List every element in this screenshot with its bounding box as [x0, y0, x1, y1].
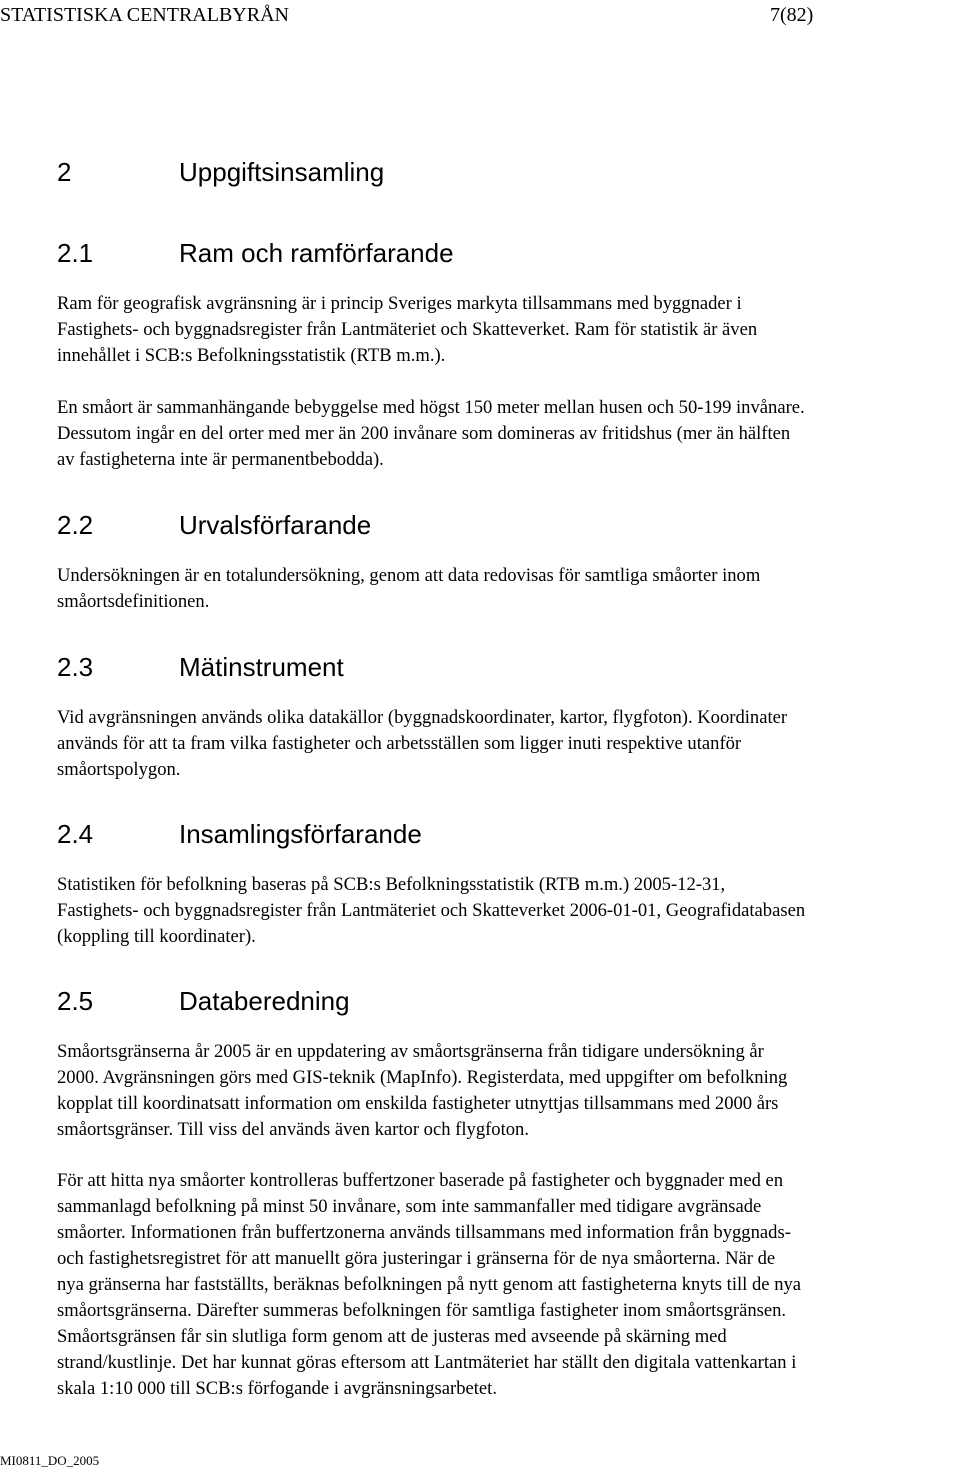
text-line: Ram för geografisk avgränsning är i princip Sveriges markyta tillsammans med byggnader i: [57, 293, 742, 314]
text-line: och fastighetsregistret för att manuellt göra justeringar i gränserna för de nya småorterna. När de: [57, 1248, 776, 1269]
footer-document-code: MI0811_DO_2005: [0, 1453, 100, 1468]
section-number: 2.5: [57, 986, 94, 1016]
section-heading-2-1: [57, 238, 454, 269]
text-line: 2000. Avgränsningen görs med GIS-teknik (MapInfo). Registerdata, med uppgifter om befolkning: [57, 1067, 788, 1088]
section-title: Insamlingsförfarande: [179, 819, 422, 849]
text-line: Dessutom ingår en del orter med mer än 200 invånare som domineras av fritidshus (mer än hälften: [57, 423, 791, 444]
text-line: Undersökningen är en totalundersökning, genom att data redovisas för samtliga småorter inom: [57, 565, 761, 586]
text-line: En småort är sammanhängande bebyggelse med högst 150 meter mellan husen och 50-199 invånare.: [57, 397, 805, 418]
section-2-4-paragraph-1: [57, 872, 960, 950]
text-line: av fastigheterna inte är permanentbebodda).: [57, 449, 384, 470]
section-title: Ram och ramförfarande: [179, 238, 454, 268]
section-title: Urvalsförfarande: [179, 510, 372, 540]
text-line: Fastighets- och byggnadsregister från Lantmäteriet och Skatteverket. Ram för statistik är även: [57, 319, 758, 340]
text-line: Fastighets- och byggnadsregister från Lantmäteriet och Skatteverket 2006-01-01, Geografidatabasen: [57, 900, 806, 921]
text-line: Småortsgränserna år 2005 är en uppdatering av småortsgränserna från tidigare undersökning år: [57, 1041, 764, 1062]
text-line: innehållet i SCB:s Befolkningsstatistik (RTB m.m.).: [57, 345, 446, 366]
text-line: strand/kustlinje. Det har kunnat göras eftersom att Lantmäteriet har ställt den digitala vattenkartan i: [57, 1352, 797, 1373]
text-line: Småortsgränsen får sin slutliga form genom att de justeras med avseende på skärning med: [57, 1326, 727, 1347]
section-number: 2.3: [57, 652, 94, 682]
section-heading-2-5: [57, 986, 350, 1017]
section-number: 2.2: [57, 510, 94, 540]
chapter-heading: [57, 157, 384, 188]
section-heading-2-4: [57, 819, 422, 850]
section-number: 2.1: [57, 238, 94, 268]
text-line: småortsdefinitionen.: [57, 591, 210, 612]
text-line: småortspolygon.: [57, 759, 181, 780]
text-line: nya gränserna har fastställts, beräknas befolkningen på nytt genom att fastigheterna knyts till de nya: [57, 1274, 802, 1295]
section-number: 2.4: [57, 819, 94, 849]
text-line: (koppling till koordinater).: [57, 926, 256, 947]
header-page-number: 7(82): [770, 4, 814, 26]
text-line: För att hitta nya småorter kontrolleras buffertzoner baserade på fastigheter och byggnader med en: [57, 1170, 784, 1191]
chapter-number: 2: [57, 157, 72, 187]
text-line: Statistiken för befolkning baseras på SCB:s Befolkningsstatistik (RTB m.m.) 2005-12-31,: [57, 874, 726, 895]
section-heading-2-2: [57, 510, 371, 541]
section-title: Mätinstrument: [179, 652, 344, 682]
section-2-5-paragraph-2: [57, 1168, 960, 1402]
text-line: skala 1:10 000 till SCB:s förfogande i avgränsningsarbetet.: [57, 1378, 497, 1399]
header-organization: STATISTISKA CENTRALBYRÅN: [0, 4, 289, 26]
section-2-1-paragraph-2: [57, 395, 960, 473]
section-2-1-paragraph-1: [57, 291, 960, 369]
text-line: småorter. Informationen från buffertzonerna används tillsammans med information från byggnads-: [57, 1222, 791, 1243]
text-line: småortsgränser. Till viss del används även kartor och flygfoton.: [57, 1119, 530, 1140]
text-line: Vid avgränsningen används olika datakällor (byggnadskoordinater, kartor, flygfoton). Koordinater: [57, 707, 788, 728]
text-line: småortsgränserna. Därefter summeras befolkningen för samtliga fastigheter inom småortsgränsen.: [57, 1300, 787, 1321]
section-2-5-paragraph-1: [57, 1039, 960, 1143]
text-line: sammanlagd befolkning på minst 50 invånare, som inte sammanfaller med tidigare avgränsade: [57, 1196, 762, 1217]
section-2-3-paragraph-1: [57, 705, 960, 783]
chapter-title: Uppgiftsinsamling: [179, 157, 385, 187]
section-heading-2-3: [57, 652, 344, 683]
section-2-2-paragraph-1: [57, 563, 960, 615]
text-line: kopplat till koordinatsatt information om enskilda fastigheter utnyttjas tillsammans med 2000 års: [57, 1093, 779, 1114]
text-line: används för att ta fram vilka fastigheter och arbetsställen som ligger inuti respektive utanför: [57, 733, 742, 754]
section-title: Databeredning: [179, 986, 350, 1016]
